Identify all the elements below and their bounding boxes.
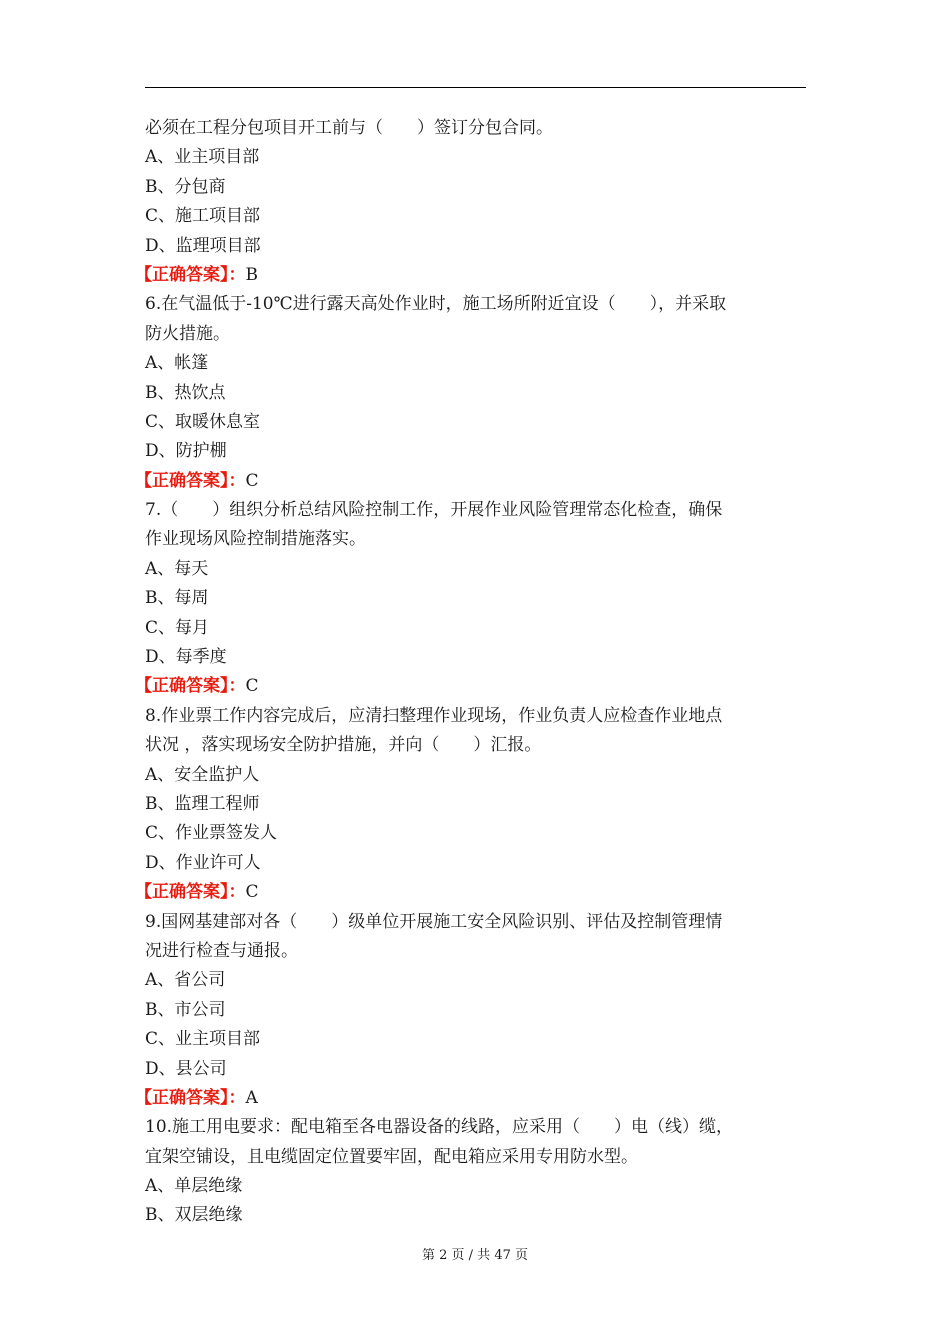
correct-answer-line: [135, 672, 806, 701]
text-line: B、双层绝缘: [145, 1205, 243, 1226]
correct-answer-line: [135, 1084, 806, 1113]
correct-answer-value: C: [245, 676, 259, 697]
text-line: B、每周: [145, 588, 209, 609]
text-line: B、热饮点: [145, 382, 226, 403]
text-line: B、分包商: [145, 176, 226, 197]
correct-answer-value: B: [245, 264, 258, 285]
text-line: 必须在工程分包项目开工前与（ ）签订分包合同。: [145, 118, 553, 138]
text-line: C、每月: [145, 617, 210, 638]
text-line: 况进行检查与通报。: [145, 940, 298, 961]
correct-answer-label: 【正确答案】：: [135, 470, 246, 491]
text-line: D、县公司: [145, 1058, 227, 1079]
text-line: 状况 ，落实现场安全防护措施，并向（ ）汇报。: [145, 735, 542, 756]
page-footer: 第 2 页 / 共 47 页: [422, 1248, 528, 1263]
text-line: 8.作业票工作内容完成后，应清扫整理作业现场，作业负责人应检查作业地点: [145, 705, 723, 726]
text-line: C、施工项目部: [145, 206, 261, 227]
text-line: A、省公司: [145, 970, 226, 991]
text-line: 10.施工用电要求：配电箱至各电器设备的线路，应采用（ ）电（线）缆，: [145, 1117, 734, 1138]
text-line: C、取暖休息室: [145, 411, 261, 432]
text-line: 7.（ ）组织分析总结风险控制工作，开展作业风险管理常态化检查，确保: [145, 500, 723, 521]
correct-answer-label: 【正确答案】：: [135, 676, 246, 697]
text-line: A、安全监护人: [145, 764, 260, 785]
correct-answer-label: 【正确答案】：: [135, 882, 246, 903]
correct-answer-value: C: [245, 470, 259, 491]
document-body: [135, 114, 806, 1231]
correct-answer-line: [135, 878, 806, 907]
header-rule: [145, 87, 806, 88]
correct-answer-label: 【正确答案】：: [135, 264, 246, 285]
text-line: D、监理项目部: [145, 235, 261, 256]
text-line: A、帐篷: [145, 353, 209, 374]
text-line: B、市公司: [145, 999, 226, 1020]
text-line: D、每季度: [145, 647, 227, 668]
text-line: A、单层绝缘: [145, 1176, 243, 1197]
correct-answer-value: A: [245, 1087, 258, 1108]
text-line: 宜架空铺设，且电缆固定位置要牢固，配电箱应采用专用防水型。: [145, 1146, 638, 1167]
correct-answer-line: [135, 467, 806, 496]
text-line: 作业现场风险控制措施落实。: [145, 529, 366, 550]
correct-answer-label: 【正确答案】：: [135, 1087, 246, 1108]
correct-answer-value: C: [245, 882, 259, 903]
text-line: B、监理工程师: [145, 793, 260, 814]
text-line: 防火措施。: [145, 323, 230, 344]
text-line: C、业主项目部: [145, 1029, 261, 1050]
text-line: A、每天: [145, 558, 209, 579]
text-line: C、作业票签发人: [145, 823, 278, 844]
text-line: A、业主项目部: [145, 147, 260, 168]
text-line: 9.国网基建部对各（ ）级单位开展施工安全风险识别、评估及控制管理情: [145, 911, 723, 932]
text-line: 6.在气温低于-10℃进行露天高处作业时，施工场所附近宜设（ ），并采取: [145, 294, 727, 315]
correct-answer-line: [135, 261, 806, 290]
text-line: D、作业许可人: [145, 852, 261, 873]
text-line: D、防护棚: [145, 441, 227, 462]
